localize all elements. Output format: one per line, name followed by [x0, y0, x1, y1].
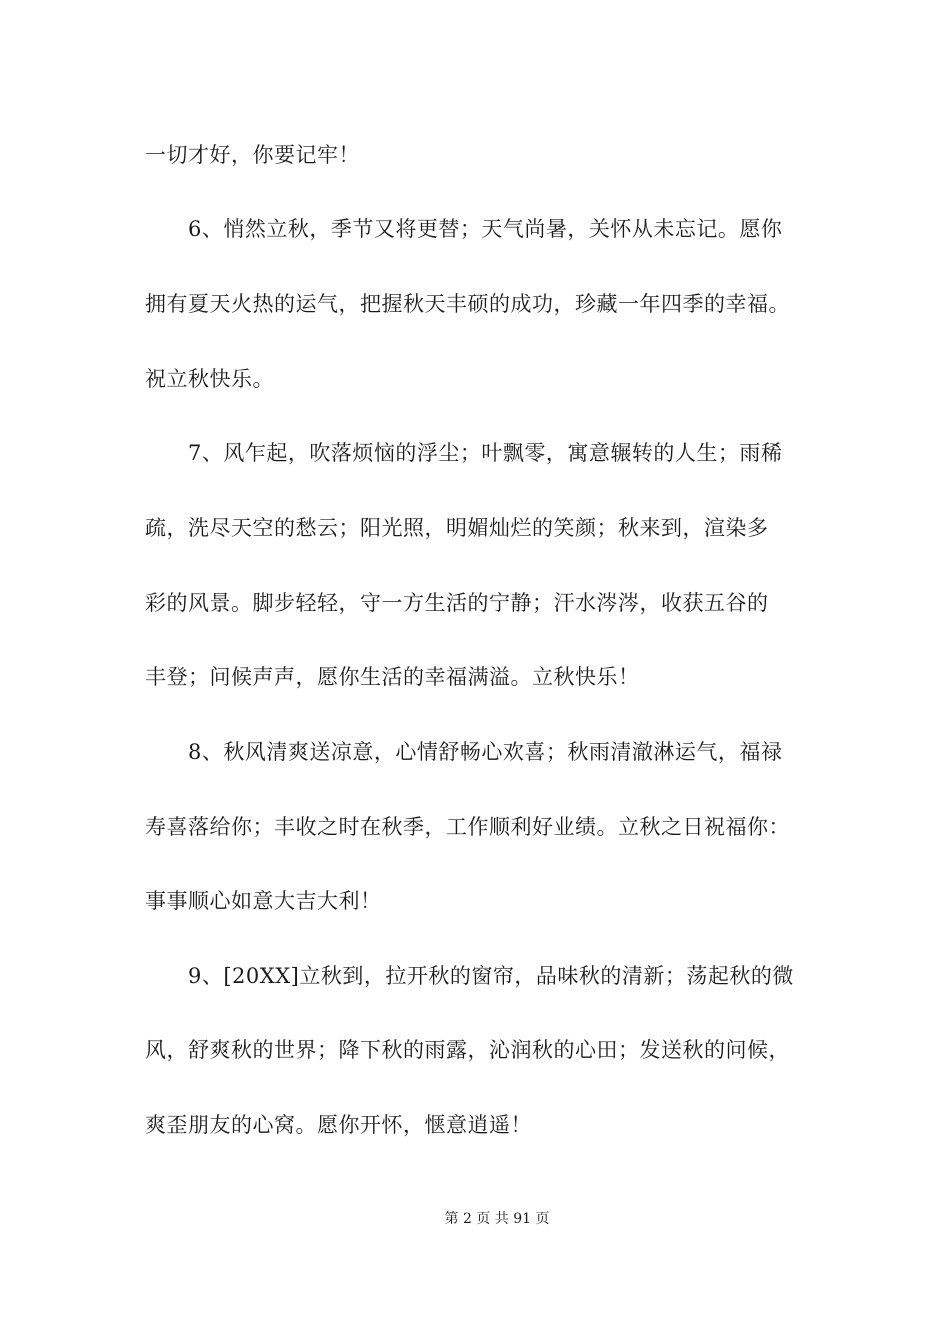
paragraph-7-line-3: 彩的风景。脚步轻轻，守一方生活的宁静；汗水涔涔，收获五谷的	[145, 591, 769, 615]
paragraph-9-line-1: 9、[20XX]立秋到，拉开秋的窗帘，品味秋的清新；荡起秋的微	[188, 964, 794, 988]
paragraph-6-line-2: 拥有夏天火热的运气，把握秋天丰硕的成功，珍藏一年四季的幸福。	[145, 292, 790, 316]
text-line: 一切才好，你要记牢！	[145, 143, 360, 167]
paragraph-6-line-1: 6、悄然立秋，季节又将更替；天气尚暑，关怀从未忘记。愿你	[188, 217, 783, 241]
paragraph-8-line-3: 事事顺心如意大吉大利！	[145, 889, 382, 913]
page-number-footer: 第 2 页 共 91 页	[444, 1211, 550, 1227]
paragraph-8-line-2: 寿喜落给你；丰收之时在秋季，工作顺利好业绩。立秋之日祝福你：	[145, 815, 790, 839]
paragraph-9-line-2: 风，舒爽秋的世界；降下秋的雨露，沁润秋的心田；发送秋的问候，	[145, 1038, 790, 1062]
paragraph-9-line-3: 爽歪朋友的心窝。愿你开怀，惬意逍遥！	[145, 1113, 532, 1137]
paragraph-7-line-1: 7、风乍起，吹落烦恼的浮尘；叶飘零，寓意辗转的人生；雨稀	[188, 441, 783, 465]
paragraph-7-line-2: 疏，洗尽天空的愁云；阳光照，明媚灿烂的笑颜；秋来到，渲染多	[145, 516, 769, 540]
paragraph-7-line-4: 丰登；问候声声，愿你生活的幸福满溢。立秋快乐！	[145, 665, 640, 689]
paragraph-8-line-1: 8、秋风清爽送凉意，心情舒畅心欢喜；秋雨清澈淋运气，福禄	[188, 740, 783, 764]
paragraph-6-line-3: 祝立秋快乐。	[145, 367, 274, 391]
